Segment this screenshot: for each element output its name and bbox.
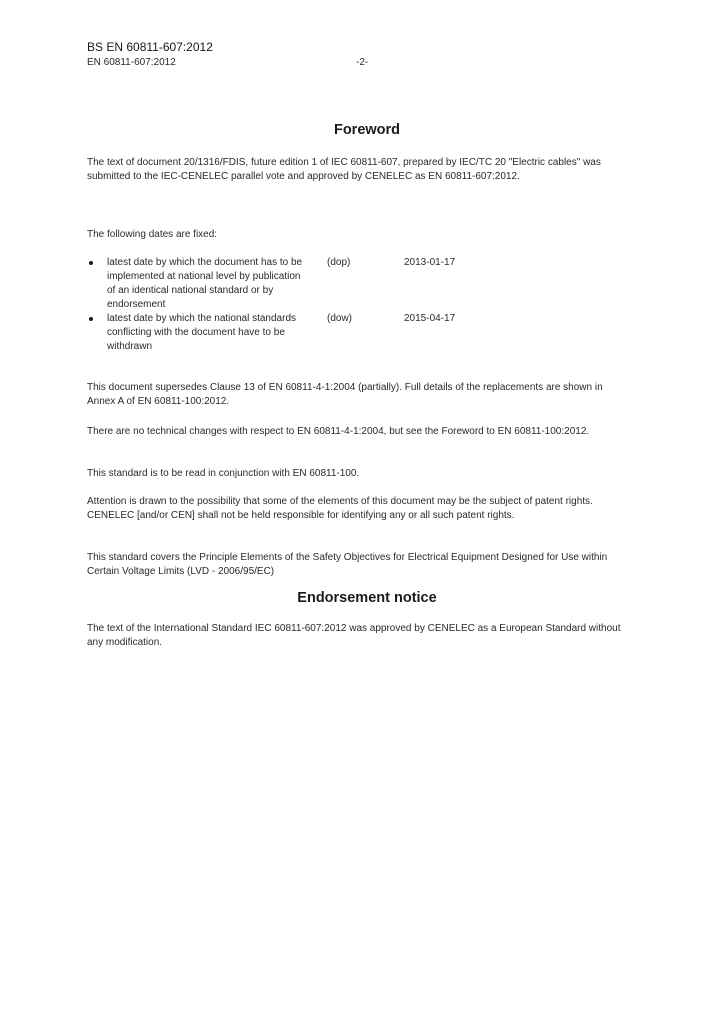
supersedes-paragraph: This document supersedes Clause 13 of EN 60811-4-1:2004 (partially). Full details of the replacements are shown in Annex A of EN 60811-100:2012. (87, 382, 603, 407)
conjunction-paragraph: This standard is to be read in conjunction with EN 60811-100. (87, 468, 360, 479)
date-code: (dop) (327, 257, 351, 268)
date-description: latest date by which the national standards conflicting with the document have to be withdrawn (107, 313, 297, 352)
date-code: (dow) (327, 313, 353, 324)
no-changes-paragraph: There are no technical changes with respect to EN 60811-4-1:2004, but see the Foreword to EN 60811-100:2012. (87, 426, 590, 437)
document-substandard-id: EN 60811-607:2012 (87, 57, 176, 68)
date-row-dop (87, 256, 632, 312)
foreword-heading: Foreword (333, 122, 401, 138)
dates-list (87, 256, 632, 354)
page-number: -2- (356, 57, 369, 68)
patent-paragraph: Attention is drawn to the possibility that some of the elements of this document may be the subject of patent rights. CENELEC [and/or CEN] shall not be held responsible for identifying any or all such patent rights. (87, 496, 593, 521)
dates-intro-paragraph: The following dates are fixed: (87, 229, 218, 240)
date-row-dow (87, 312, 632, 354)
bullet-icon (89, 261, 93, 265)
date-value: 2013-01-17 (404, 257, 456, 268)
bullet-icon (89, 317, 93, 321)
endorsement-paragraph: The text of the International Standard IEC 60811-607:2012 was approved by CENELEC as a European Standard without any modification. (87, 623, 621, 648)
date-value: 2015-04-17 (404, 313, 456, 324)
lvd-paragraph: This standard covers the Principle Elements of the Safety Objectives for Electrical Equipment Designed for Use within Certain Voltage Limits (LVD - 2006/95/EC) (87, 552, 608, 577)
document-standard-id: BS EN 60811-607:2012 (87, 40, 213, 54)
date-description: latest date by which the document has to be implemented at national level by publication of an identical national standard or by endorsement (107, 257, 303, 310)
endorsement-heading: Endorsement notice (297, 590, 437, 606)
foreword-intro-paragraph: The text of document 20/1316/FDIS, future edition 1 of IEC 60811-607, prepared by IEC/TC 20 "Electric cables" was submitted to the IEC-CENELEC parallel vote and approved by CENELEC as EN 60811-607:2012. (87, 157, 601, 182)
